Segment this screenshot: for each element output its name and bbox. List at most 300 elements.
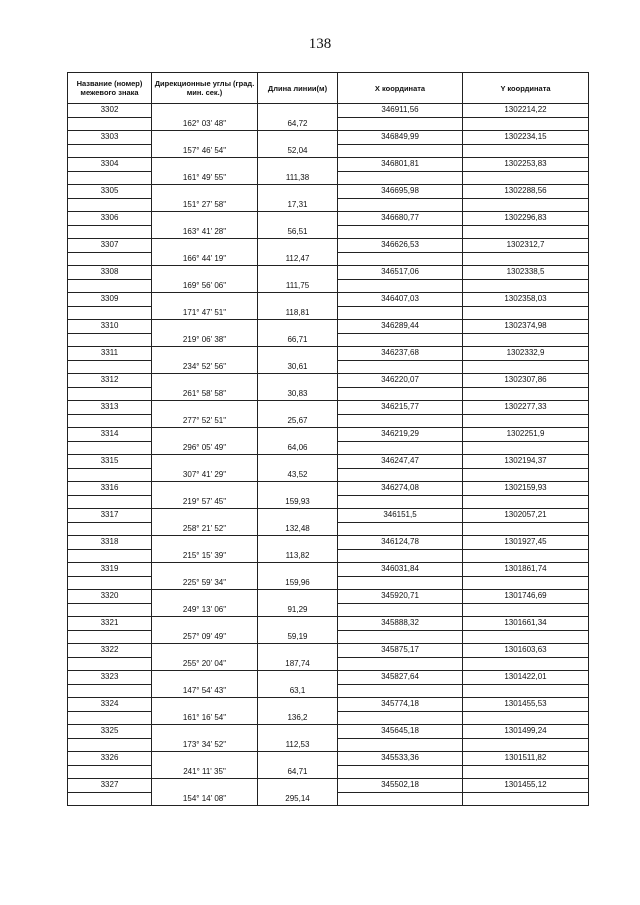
x-coordinate: 346849,99 [338,131,463,145]
length-cell-empty [258,617,338,631]
direction-angle: 169° 56' 06" [152,279,258,293]
table-row [68,171,589,185]
y-coordinate: 1302307,86 [463,374,589,388]
angle-cell-empty [152,266,258,280]
y-coordinate: 1301511,82 [463,752,589,766]
table-row [68,576,589,590]
header-direction-angle: Дирекционные углы (град. мин. сек.) [152,73,258,104]
angle-cell-empty [152,617,258,631]
angle-cell-empty [152,401,258,415]
point-name: 3316 [68,482,152,496]
length-cell-empty [258,536,338,550]
y-cell-empty [463,765,589,779]
y-cell-empty [463,792,589,806]
table-row [68,158,589,172]
y-cell-empty [463,630,589,644]
y-coordinate: 1302194,37 [463,455,589,469]
angle-cell-empty [152,347,258,361]
length-cell-empty [258,563,338,577]
length-cell-empty [258,158,338,172]
point-name: 3304 [68,158,152,172]
angle-cell-empty [152,752,258,766]
angle-cell-empty [152,104,258,118]
y-coordinate: 1301861,74 [463,563,589,577]
angle-cell-empty [152,374,258,388]
x-cell-empty [338,441,463,455]
name-cell-empty [68,306,152,320]
table-row [68,293,589,307]
table-row [68,441,589,455]
x-coordinate: 346680,77 [338,212,463,226]
y-coordinate: 1302332,9 [463,347,589,361]
angle-cell-empty [152,320,258,334]
name-cell-empty [68,495,152,509]
y-coordinate: 1302312,7 [463,239,589,253]
y-cell-empty [463,684,589,698]
line-length: 59,19 [258,630,338,644]
table-row [68,671,589,685]
table-body [68,104,589,806]
name-cell-empty [68,279,152,293]
point-name: 3309 [68,293,152,307]
name-cell-empty [68,711,152,725]
direction-angle: 261° 58' 58" [152,387,258,401]
direction-angle: 151° 27' 58" [152,198,258,212]
length-cell-empty [258,752,338,766]
point-name: 3322 [68,644,152,658]
x-coordinate: 345827,64 [338,671,463,685]
name-cell-empty [68,333,152,347]
y-cell-empty [463,360,589,374]
name-cell-empty [68,225,152,239]
y-coordinate: 1302358,03 [463,293,589,307]
table-row [68,360,589,374]
x-coordinate: 346237,68 [338,347,463,361]
line-length: 112,47 [258,252,338,266]
y-cell-empty [463,387,589,401]
angle-cell-empty [152,212,258,226]
y-cell-empty [463,225,589,239]
y-coordinate: 1301455,12 [463,779,589,793]
x-cell-empty [338,522,463,536]
name-cell-empty [68,765,152,779]
point-name: 3302 [68,104,152,118]
table-row [68,792,589,806]
table-row [68,657,589,671]
x-cell-empty [338,252,463,266]
length-cell-empty [258,212,338,226]
length-cell-empty [258,185,338,199]
direction-angle: 257° 09' 49" [152,630,258,644]
line-length: 63,1 [258,684,338,698]
boundary-coordinates-table [67,72,589,806]
x-cell-empty [338,603,463,617]
name-cell-empty [68,522,152,536]
header-line-length: Длина линии(м) [258,73,338,104]
table-row [68,495,589,509]
name-cell-empty [68,198,152,212]
table-row [68,630,589,644]
table-row [68,414,589,428]
line-length: 159,96 [258,576,338,590]
table-row [68,563,589,577]
name-cell-empty [68,657,152,671]
y-coordinate: 1301746,69 [463,590,589,604]
table-header-row [68,73,589,104]
x-cell-empty [338,738,463,752]
y-cell-empty [463,171,589,185]
direction-angle: 161° 49' 55" [152,171,258,185]
table-row [68,752,589,766]
point-name: 3319 [68,563,152,577]
x-cell-empty [338,792,463,806]
header-point-name: Название (номер) межевого знака [68,73,152,104]
y-cell-empty [463,603,589,617]
y-coordinate: 1302338,5 [463,266,589,280]
name-cell-empty [68,576,152,590]
point-name: 3310 [68,320,152,334]
y-cell-empty [463,549,589,563]
name-cell-empty [68,792,152,806]
point-name: 3323 [68,671,152,685]
x-cell-empty [338,765,463,779]
line-length: 52,04 [258,144,338,158]
point-name: 3312 [68,374,152,388]
direction-angle: 255° 20' 04" [152,657,258,671]
line-length: 30,61 [258,360,338,374]
x-coordinate: 346215,77 [338,401,463,415]
table-row [68,684,589,698]
table-row [68,266,589,280]
angle-cell-empty [152,590,258,604]
angle-cell-empty [152,536,258,550]
table-row [68,212,589,226]
table-row [68,482,589,496]
table-row [68,603,589,617]
length-cell-empty [258,104,338,118]
line-length: 64,06 [258,441,338,455]
y-coordinate: 1302288,56 [463,185,589,199]
direction-angle: 157° 46' 54" [152,144,258,158]
x-cell-empty [338,117,463,131]
header-x-coordinate: X координата [338,73,463,104]
page-number: 138 [308,36,332,52]
length-cell-empty [258,347,338,361]
angle-cell-empty [152,509,258,523]
angle-cell-empty [152,482,258,496]
y-cell-empty [463,198,589,212]
length-cell-empty [258,428,338,442]
y-coordinate: 1301422,01 [463,671,589,685]
name-cell-empty [68,414,152,428]
x-coordinate: 346801,81 [338,158,463,172]
table-row [68,401,589,415]
x-coordinate: 345502,18 [338,779,463,793]
point-name: 3308 [68,266,152,280]
name-cell-empty [68,441,152,455]
name-cell-empty [68,684,152,698]
y-cell-empty [463,279,589,293]
x-cell-empty [338,306,463,320]
x-cell-empty [338,549,463,563]
direction-angle: 162° 03' 48" [152,117,258,131]
y-cell-empty [463,711,589,725]
y-cell-empty [463,657,589,671]
y-cell-empty [463,468,589,482]
length-cell-empty [258,698,338,712]
line-length: 30,83 [258,387,338,401]
angle-cell-empty [152,698,258,712]
point-name: 3305 [68,185,152,199]
x-cell-empty [338,630,463,644]
y-cell-empty [463,144,589,158]
line-length: 66,71 [258,333,338,347]
y-coordinate: 1301661,34 [463,617,589,631]
length-cell-empty [258,509,338,523]
table-row [68,509,589,523]
x-cell-empty [338,360,463,374]
table-row [68,522,589,536]
name-cell-empty [68,468,152,482]
x-coordinate: 345533,36 [338,752,463,766]
y-cell-empty [463,333,589,347]
line-length: 17,31 [258,198,338,212]
line-length: 187,74 [258,657,338,671]
table-row [68,725,589,739]
point-name: 3313 [68,401,152,415]
direction-angle: 161° 16' 54" [152,711,258,725]
table-row [68,117,589,131]
angle-cell-empty [152,131,258,145]
angle-cell-empty [152,293,258,307]
line-length: 64,71 [258,765,338,779]
direction-angle: 277° 52' 51" [152,414,258,428]
x-coordinate: 346289,44 [338,320,463,334]
table-row [68,333,589,347]
table-row [68,387,589,401]
length-cell-empty [258,320,338,334]
line-length: 25,67 [258,414,338,428]
table-row [68,644,589,658]
y-coordinate: 1302253,83 [463,158,589,172]
table-row [68,590,589,604]
name-cell-empty [68,549,152,563]
direction-angle: 249° 13' 06" [152,603,258,617]
angle-cell-empty [152,779,258,793]
table-row [68,306,589,320]
x-cell-empty [338,684,463,698]
table-row [68,711,589,725]
line-length: 56,51 [258,225,338,239]
y-cell-empty [463,117,589,131]
table-row [68,320,589,334]
line-length: 295,14 [258,792,338,806]
table-row [68,428,589,442]
x-cell-empty [338,198,463,212]
direction-angle: 215° 15' 39" [152,549,258,563]
name-cell-empty [68,387,152,401]
point-name: 3311 [68,347,152,361]
x-coordinate: 346151,5 [338,509,463,523]
line-length: 113,82 [258,549,338,563]
x-cell-empty [338,711,463,725]
line-length: 43,52 [258,468,338,482]
length-cell-empty [258,293,338,307]
x-cell-empty [338,414,463,428]
table-row [68,104,589,118]
x-coordinate: 346220,07 [338,374,463,388]
y-coordinate: 1302251,9 [463,428,589,442]
table-row [68,144,589,158]
line-length: 118,81 [258,306,338,320]
angle-cell-empty [152,671,258,685]
direction-angle: 296° 05' 49" [152,441,258,455]
point-name: 3327 [68,779,152,793]
point-name: 3320 [68,590,152,604]
header-y-coordinate: Y координата [463,73,589,104]
x-cell-empty [338,657,463,671]
table-row [68,536,589,550]
table-row [68,765,589,779]
table-row [68,468,589,482]
y-coordinate: 1301455,53 [463,698,589,712]
point-name: 3303 [68,131,152,145]
x-coordinate: 345645,18 [338,725,463,739]
x-coordinate: 346031,84 [338,563,463,577]
table-row [68,279,589,293]
point-name: 3321 [68,617,152,631]
y-cell-empty [463,306,589,320]
y-coordinate: 1302296,83 [463,212,589,226]
y-coordinate: 1302159,93 [463,482,589,496]
direction-angle: 258° 21' 52" [152,522,258,536]
name-cell-empty [68,603,152,617]
direction-angle: 307° 41' 29" [152,468,258,482]
y-coordinate: 1302057,21 [463,509,589,523]
angle-cell-empty [152,239,258,253]
table-row [68,225,589,239]
point-name: 3324 [68,698,152,712]
name-cell-empty [68,738,152,752]
y-cell-empty [463,252,589,266]
table-row [68,185,589,199]
x-coordinate: 346124,78 [338,536,463,550]
name-cell-empty [68,630,152,644]
point-name: 3326 [68,752,152,766]
x-cell-empty [338,279,463,293]
x-cell-empty [338,333,463,347]
table-row [68,198,589,212]
direction-angle: 171° 47' 51" [152,306,258,320]
direction-angle: 154° 14' 08" [152,792,258,806]
angle-cell-empty [152,455,258,469]
y-coordinate: 1302374,98 [463,320,589,334]
table-row [68,374,589,388]
length-cell-empty [258,401,338,415]
table-row [68,252,589,266]
line-length: 111,38 [258,171,338,185]
table-row [68,738,589,752]
y-cell-empty [463,495,589,509]
y-coordinate: 1302277,33 [463,401,589,415]
length-cell-empty [258,725,338,739]
length-cell-empty [258,131,338,145]
length-cell-empty [258,644,338,658]
y-cell-empty [463,414,589,428]
angle-cell-empty [152,563,258,577]
x-coordinate: 346911,56 [338,104,463,118]
y-coordinate: 1301603,63 [463,644,589,658]
x-coordinate: 345888,32 [338,617,463,631]
angle-cell-empty [152,428,258,442]
table-row [68,131,589,145]
x-cell-empty [338,468,463,482]
angle-cell-empty [152,725,258,739]
x-coordinate: 346695,98 [338,185,463,199]
x-coordinate: 346274,08 [338,482,463,496]
length-cell-empty [258,482,338,496]
name-cell-empty [68,360,152,374]
x-coordinate: 345875,17 [338,644,463,658]
length-cell-empty [258,671,338,685]
y-coordinate: 1302234,15 [463,131,589,145]
point-name: 3314 [68,428,152,442]
name-cell-empty [68,252,152,266]
line-length: 159,93 [258,495,338,509]
table-row [68,779,589,793]
length-cell-empty [258,590,338,604]
table-row [68,347,589,361]
angle-cell-empty [152,644,258,658]
direction-angle: 166° 44' 19" [152,252,258,266]
line-length: 64,72 [258,117,338,131]
direction-angle: 219° 57' 45" [152,495,258,509]
direction-angle: 234° 52' 56" [152,360,258,374]
point-name: 3317 [68,509,152,523]
table-row [68,239,589,253]
direction-angle: 219° 06' 38" [152,333,258,347]
x-coordinate: 345920,71 [338,590,463,604]
line-length: 136,2 [258,711,338,725]
point-name: 3325 [68,725,152,739]
x-coordinate: 346407,03 [338,293,463,307]
y-coordinate: 1302214,22 [463,104,589,118]
x-cell-empty [338,495,463,509]
name-cell-empty [68,144,152,158]
table-row [68,455,589,469]
point-name: 3307 [68,239,152,253]
length-cell-empty [258,266,338,280]
point-name: 3315 [68,455,152,469]
point-name: 3318 [68,536,152,550]
angle-cell-empty [152,158,258,172]
x-coordinate: 345774,18 [338,698,463,712]
y-cell-empty [463,441,589,455]
name-cell-empty [68,117,152,131]
line-length: 132,48 [258,522,338,536]
name-cell-empty [68,171,152,185]
point-name: 3306 [68,212,152,226]
x-coordinate: 346219,29 [338,428,463,442]
angle-cell-empty [152,185,258,199]
length-cell-empty [258,779,338,793]
y-cell-empty [463,522,589,536]
y-cell-empty [463,738,589,752]
line-length: 91,29 [258,603,338,617]
x-coordinate: 346247,47 [338,455,463,469]
y-cell-empty [463,576,589,590]
table-row [68,549,589,563]
